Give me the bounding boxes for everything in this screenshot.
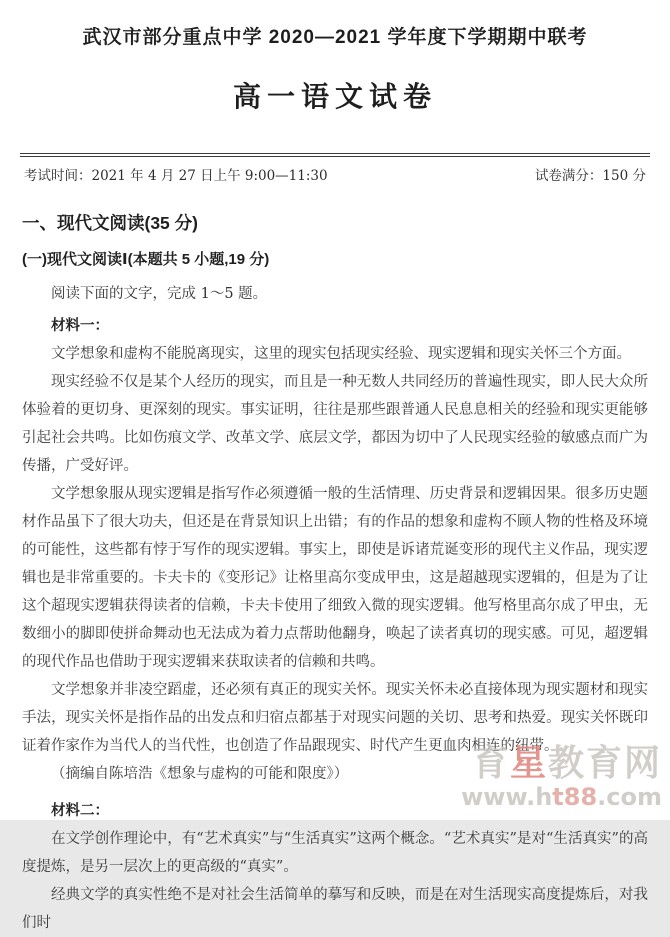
exam-time: 考试时间：2021 年 4 月 27 日上午 9:00—11:30 [24, 168, 328, 184]
exam-school-title: 武汉市部分重点中学 2020—2021 学年度下学期期中联考 [82, 27, 588, 48]
material-one-paragraph: 文学想象和虚构不能脱离现实，这里的现实包括现实经验、现实逻辑和现实关怀三个方面。 [51, 346, 631, 362]
subsection-heading: (一)现代文阅读Ⅰ(本题共 5 小题,19 分) [22, 251, 270, 268]
material-one-paragraph: 现实经验不仅是某个人经历的现实，而且是一种无数人共同经历的普遍性现实，即人民大众所体验着的更切身、更深刻的现实。事实证明，往往是那些跟普通人民息息相关的经验和现实更能够引起社会共鸣。比如伤痕文学、改革文学、底层文学，都因为切中了人民现实经验的敏感点而广为传播，广受好评。 [22, 374, 648, 474]
exam-info-row [0, 157, 670, 184]
material-two-body [22, 825, 648, 937]
material-one-body [22, 340, 648, 788]
material-two-label: 材料二： [51, 803, 109, 819]
watermark-name-gray1: 育 [471, 743, 510, 785]
material-two-paragraph: 经典文学的真实性绝不是对社会生活简单的摹写和反映，而是在对生活现实高度提炼后，对我们时 [22, 887, 648, 931]
watermark-name-red: 星 [509, 743, 548, 785]
section-heading: 一、现代文阅读(35 分) [22, 213, 198, 233]
watermark-name-gray2: 教育网 [547, 743, 662, 785]
watermark-url-red: t88 [552, 782, 598, 811]
material-one-attribution: （摘编自陈培浩《想象与虚构的可能和限度》） [51, 766, 349, 782]
material-two-paragraph: 在文学创作理论中，有“艺术真实”与“生活真实”这两个概念。“艺术真实”是对“生活真实”的高度提炼，是另一层次上的更高级的“真实”。 [22, 831, 648, 875]
exam-full-score: 试卷满分：150 分 [534, 168, 646, 184]
paper-title: 高一语文试卷 [232, 81, 437, 112]
watermark-url-gray2: .com [597, 782, 662, 811]
material-one-paragraph: 文学想象并非凌空蹈虚，还必须有真正的现实关怀。现实关怀未必直接体现为现实题材和现实手法，现实关怀是指作品的出发点和归宿点都基于对现实问题的关切、思考和热爱。现实关怀既印证着作家作为当代人的当代性，也创造了作品跟现实、时代产生更血肉相连的纽带。 [22, 682, 648, 754]
watermark-url-gray1: www.h [461, 782, 553, 811]
material-one-paragraph: 文学想象服从现实逻辑是指写作必须遵循一般的生活情理、历史背景和逻辑因果。很多历史题材作品虽下了很大功夫，但还是在背景知识上出错；有的作品的想象和虚构不顾人物的性格及环境的可能性，这些都有悖于写作的现实逻辑。事实上，即使是诉诸荒诞变形的现代主义作品，现实逻辑也是非常重要的。卡夫卡的《变形记》让格里高尔变成甲虫，这是超越现实逻辑的，但是为了让这个超现实逻辑获得读者的信赖，卡夫卡使用了细致入微的现实逻辑。他写格里高尔成了甲虫，无数细小的脚即使拼命舞动也无法成为着力点帮助他翻身，唤起了读者真切的现实感。可见，超逻辑的现代作品也借助于现实逻辑来获取读者的信赖和共鸣。 [22, 486, 648, 670]
reading-instruction: 阅读下面的文字，完成 1～5 题。 [51, 286, 268, 302]
material-one-label: 材料一： [51, 318, 109, 334]
